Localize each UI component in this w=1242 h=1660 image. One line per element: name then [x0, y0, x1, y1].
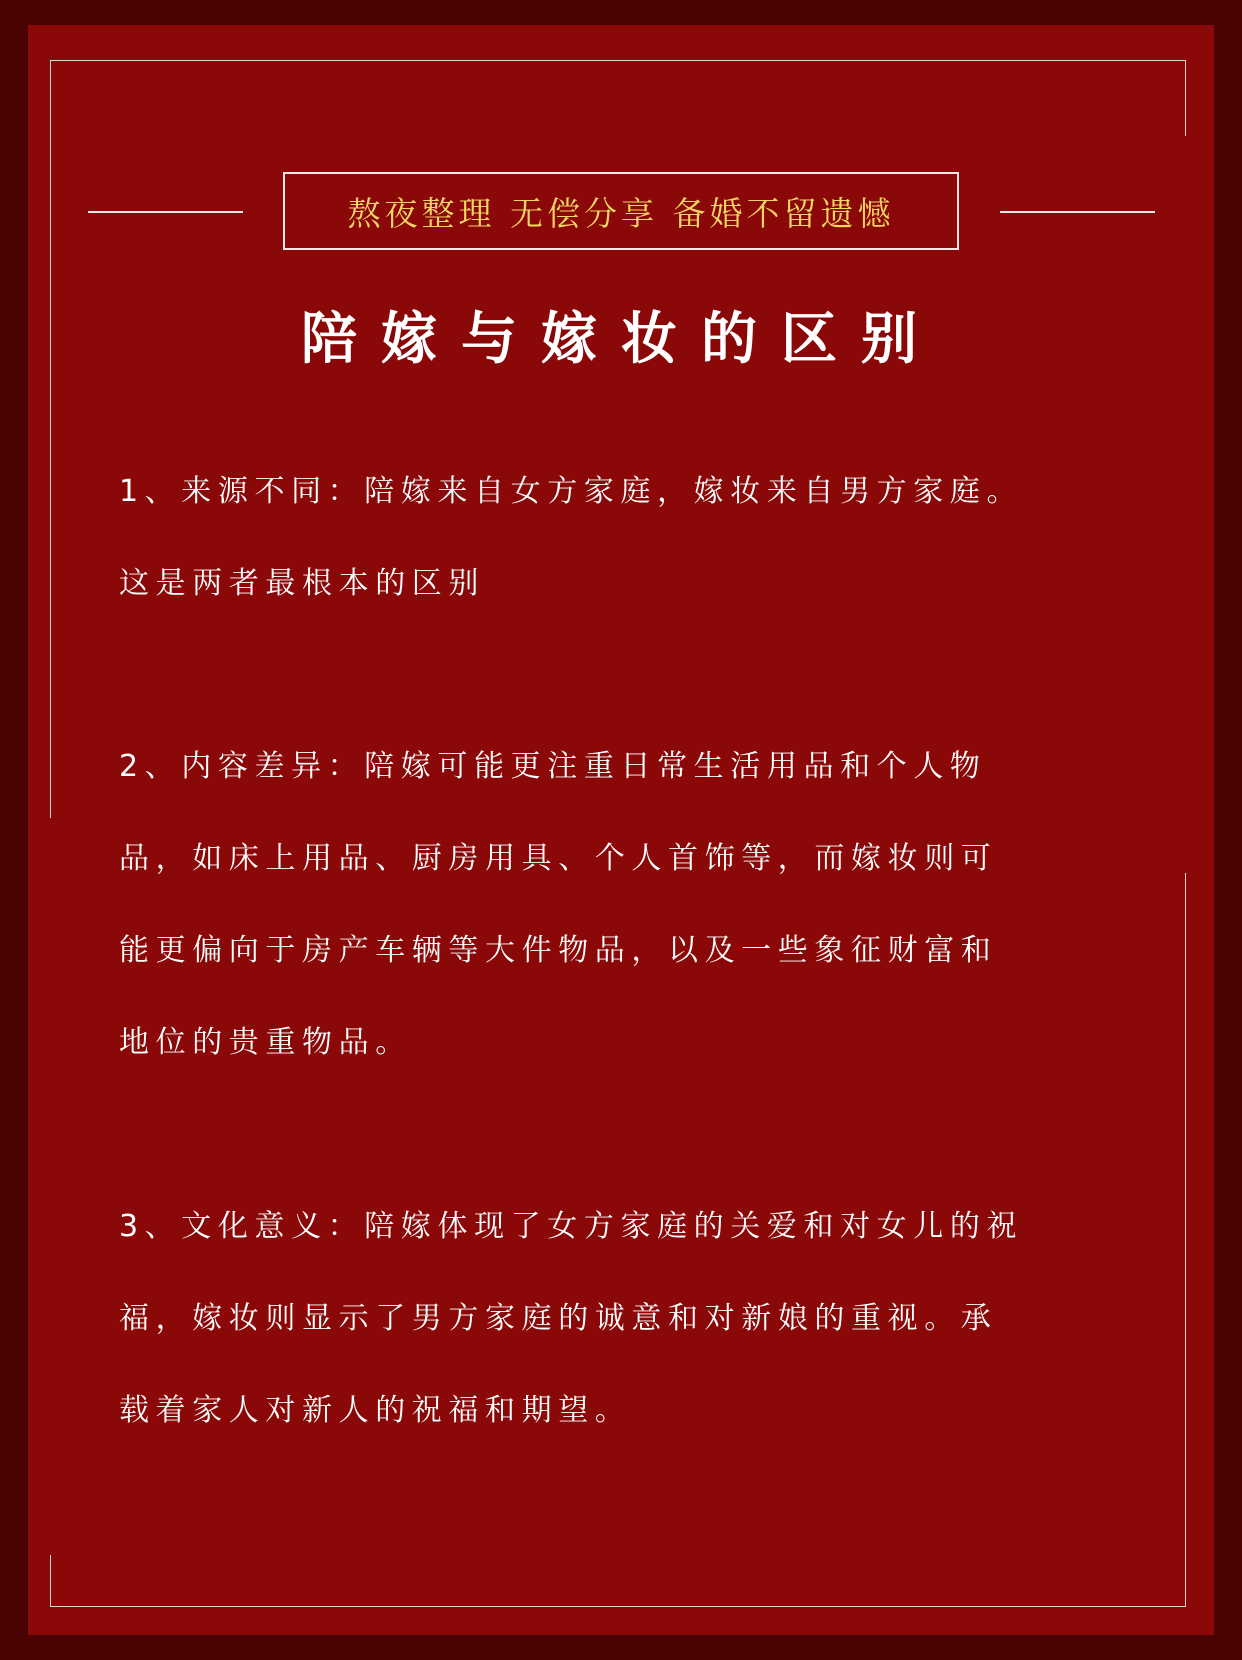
section-line: 地位的贵重物品。	[119, 1025, 412, 1060]
section-line: 这是两者最根本的区别	[119, 566, 485, 601]
section-line: 品，如床上用品、厨房用具、个人首饰等，而嫁妆则可	[119, 841, 998, 876]
frame-line-right-upper	[1185, 60, 1186, 136]
tagline: 熬夜整理 无偿分享 备婚不留遗憾	[347, 193, 895, 233]
decorative-rule-right	[1000, 211, 1155, 213]
decorative-rule-left	[88, 211, 243, 213]
section-line: 2、内容差异：陪嫁可能更注重日常生活用品和个人物	[119, 749, 987, 784]
frame-line-bottom	[50, 1606, 1186, 1607]
section-content	[119, 721, 997, 1089]
frame-line-left-upper	[50, 60, 51, 818]
page-title: 陪嫁与嫁妆的区别	[301, 307, 941, 372]
frame-line-left-lower	[50, 1555, 51, 1607]
tagline-box	[283, 172, 959, 250]
section-line: 载着家人对新人的祝福和期望。	[119, 1393, 632, 1428]
section-source	[119, 446, 1023, 630]
section-line: 3、文化意义：陪嫁体现了女方家庭的关爱和对女儿的祝	[119, 1209, 1024, 1244]
section-culture	[119, 1181, 1023, 1457]
section-line: 1、来源不同：陪嫁来自女方家庭，嫁妆来自男方家庭。	[119, 474, 1024, 509]
content-panel	[28, 25, 1214, 1635]
frame-line-right-lower	[1185, 873, 1186, 1607]
section-line: 福，嫁妆则显示了男方家庭的诚意和对新娘的重视。承	[119, 1301, 998, 1336]
frame-line-top	[50, 60, 1186, 61]
section-line: 能更偏向于房产车辆等大件物品，以及一些象征财富和	[119, 933, 998, 968]
